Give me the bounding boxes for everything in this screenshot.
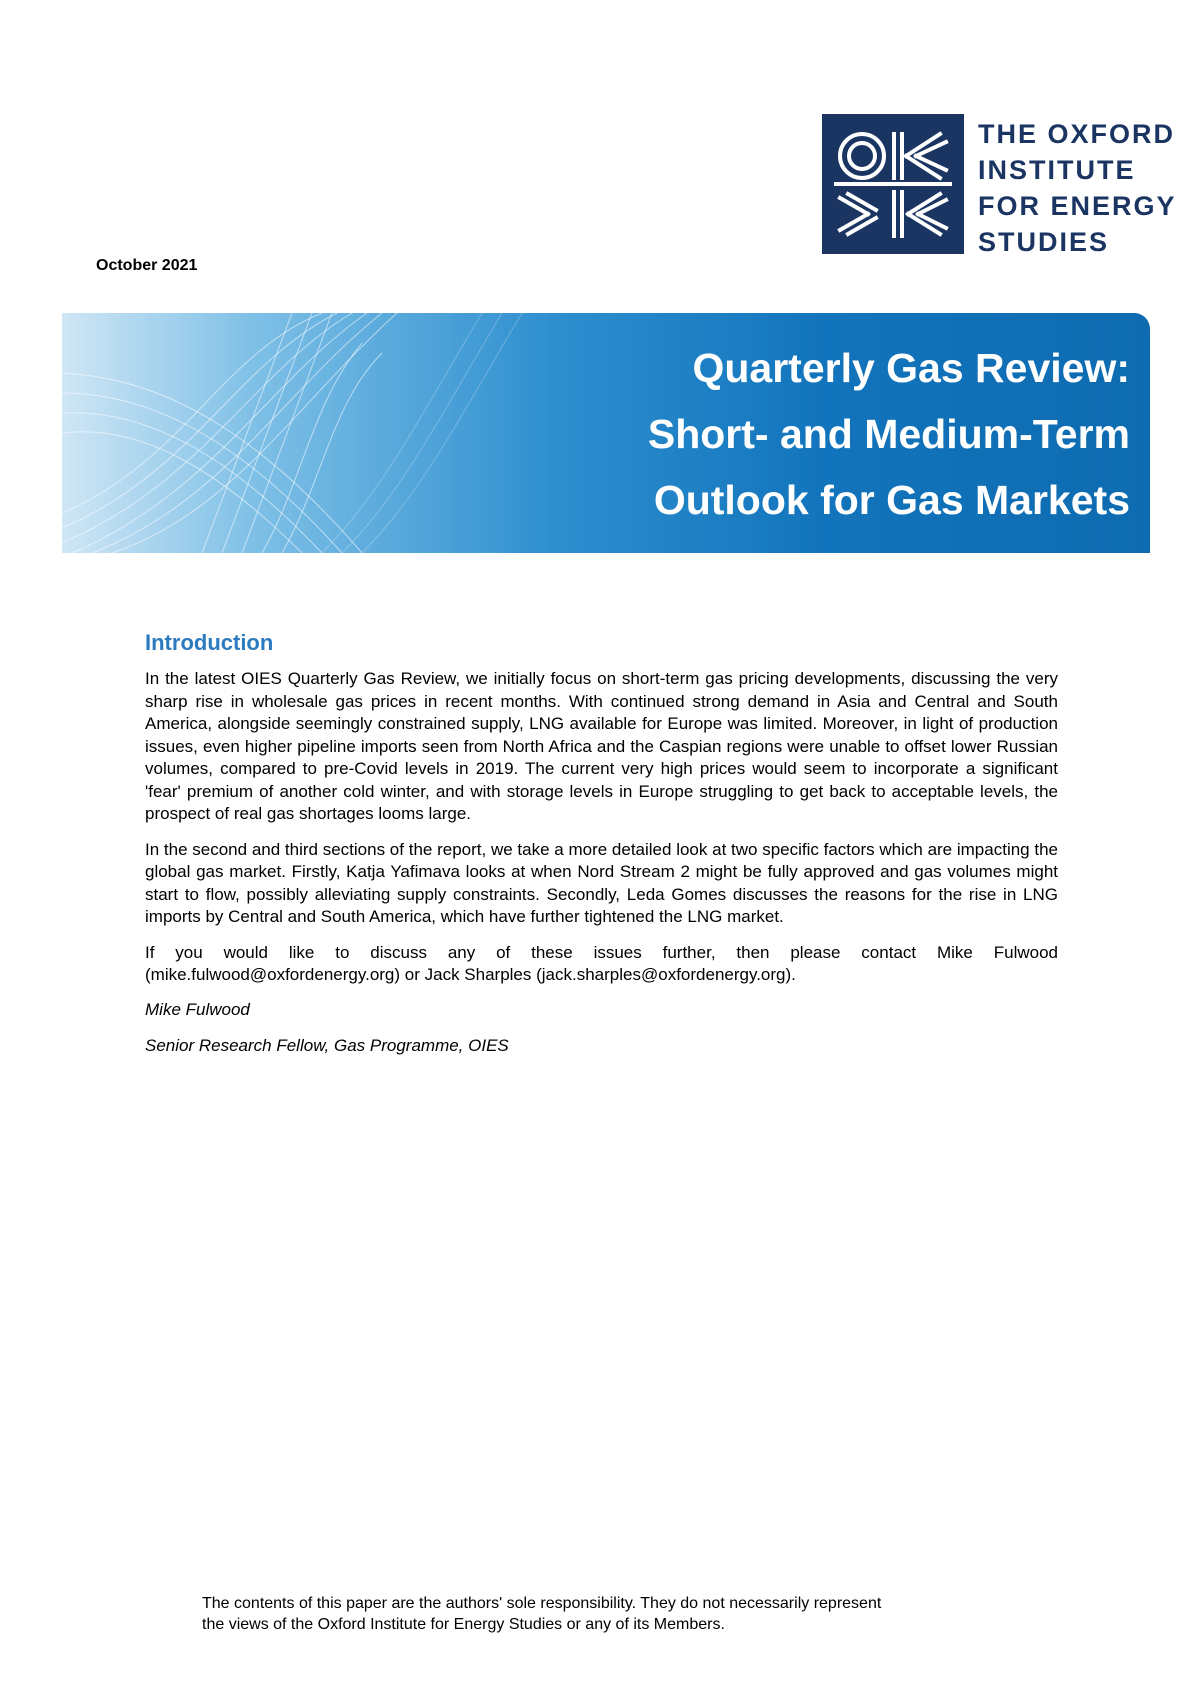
introduction-section [145, 630, 1058, 1072]
logo-line: STUDIES [978, 227, 1110, 257]
author-title: Senior Research Fellow, Gas Programme, OIES [145, 1035, 509, 1055]
intro-paragraph: In the second and third sections of the report, we take a more detailed look at two specific factors which are impacting the global gas market. Firstly, Katja Yafimava looks at when Nord Stream 2 might be fully approved and gas volumes might start to flow, possibly alleviating supply constraints. Secondly, Leda Gomes discusses the reasons for the rise in LNG imports by Central and South America, which have further tightened the LNG market. [145, 839, 1058, 926]
publication-date: October 2021 [96, 257, 198, 274]
intro-paragraph: If you would like to discuss any of these issues further, then please contact Mike Fulwood (mike.fulwood@oxfordenergy.org) or Jack Sharples (jack.sharples@oxfordenergy.org). [145, 942, 1058, 984]
report-title-line: Short- and Medium-Term [647, 411, 1130, 457]
report-title-line: Outlook for Gas Markets [653, 477, 1130, 523]
logo-line: FOR ENERGY [978, 191, 1177, 221]
intro-paragraph: In the latest OIES Quarterly Gas Review, we initially focus on short-term gas pricing developments, discussing the very sharp rise in wholesale gas prices in recent months. With continued strong demand in Asia and Central and South America, alongside seemingly constrained supply, LNG available for Europe was limited. Moreover, in light of production issues, even higher pipeline imports seen from North Africa and the Caspian regions were unable to offset lower Russian volumes, compared to pre-Covid levels in 2019. The current very high prices would seem to incorporate a significant 'fear' premium of another cold winter, and with storage levels in Europe struggling to get back to acceptable levels, the prospect of real gas shortages looms large. [145, 669, 1058, 823]
disclaimer-line: the views of the Oxford Institute for Energy Studies or any of its Members. [202, 1616, 725, 1633]
disclaimer-line: The contents of this paper are the authors' sole responsibility. They do not necessarily represent [202, 1595, 882, 1612]
report-title-line: Quarterly Gas Review: [692, 345, 1130, 391]
author-name: Mike Fulwood [145, 999, 250, 1019]
logo-line: THE OXFORD [978, 119, 1176, 149]
report-title [648, 335, 1130, 533]
oies-logo [822, 114, 964, 254]
introduction-heading: Introduction [145, 630, 274, 655]
oies-emblem-icon [822, 114, 964, 254]
disclaimer-footer [202, 1593, 1022, 1635]
oies-logo-text [978, 116, 1177, 260]
title-banner [62, 313, 1150, 553]
logo-line: INSTITUTE [978, 155, 1136, 185]
